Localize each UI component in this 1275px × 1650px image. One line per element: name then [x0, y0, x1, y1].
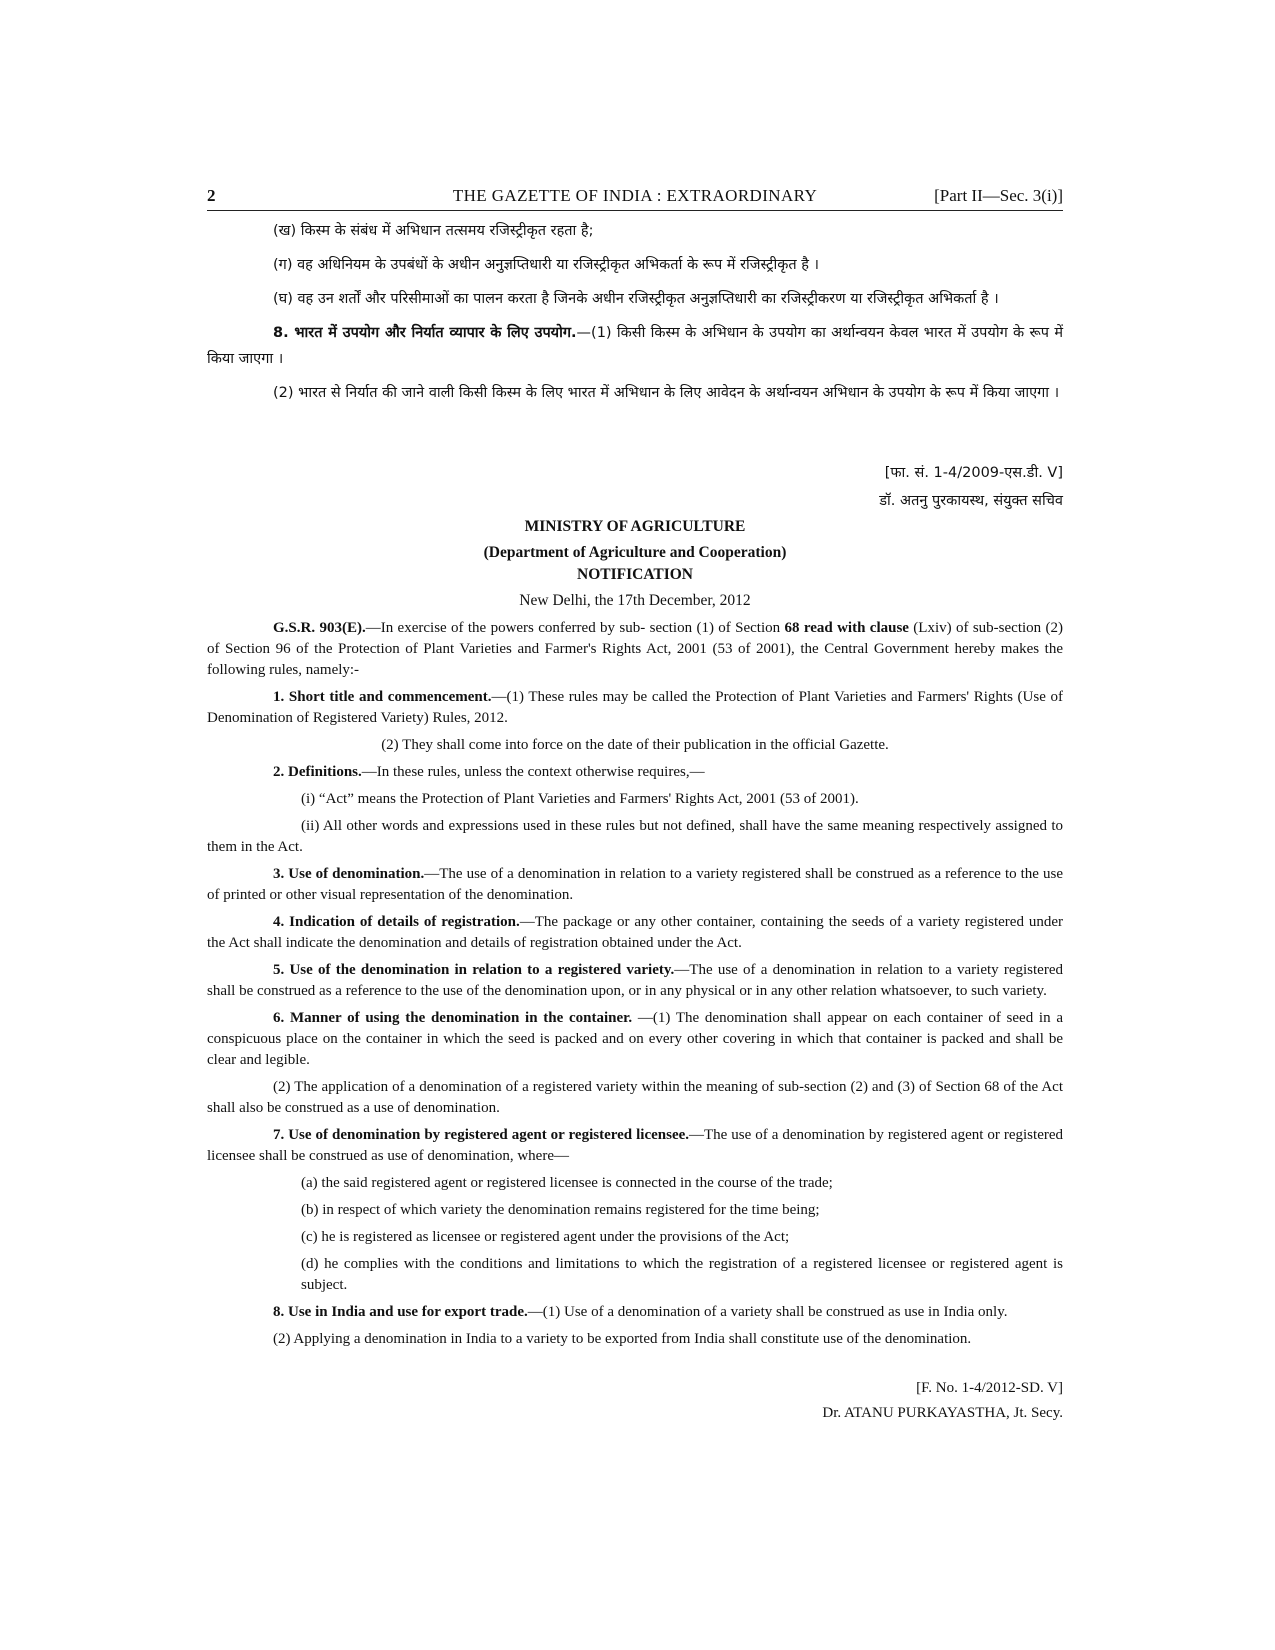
- rule-3-heading: 3. Use of denomination.: [273, 866, 425, 882]
- rule-6: 6. Manner of using the denomination in the container. —(1) The denomination shall appear on each container of seed in a conspicuous place on the container in which the seed is packed and on every other covering in which that container is packed and shall be clear and legible.: [207, 1010, 1063, 1068]
- hindi-rules-block: [207, 218, 1063, 406]
- rule-7-heading: 7. Use of denomination by registered agent or registered licensee.: [273, 1127, 690, 1143]
- rule-4: 4. Indication of details of registration.—The package or any other container, containing the seeds of a variety registered under the Act shall indicate the denomination and details of registration obtained under the Act.: [207, 914, 1063, 951]
- rule-6-heading: 6. Manner of using the denomination in the container.: [273, 1010, 633, 1026]
- hindi-rule-8-1-text: —(1) किसी किस्म के अभिधान के उपयोग का अर्थान्वयन केवल भारत में उपयोग के रूप में किया जाएगा ।: [207, 325, 1063, 367]
- rule-7: 7. Use of denomination by registered agent or registered licensee.—The use of a denomination by registered agent or registered licensee shall be construed as use of denomination, where—: [207, 1127, 1063, 1164]
- hindi-rule-8-2: (2) भारत से निर्यात की जाने वाली किसी किस्म के लिए भारत में अभिधान के लिए आवेदन के अर्थान्वयन अभिधान के उपयोग के रूप में किया जाएगा ।: [273, 385, 1060, 401]
- notification-date: New Delhi, the 17th December, 2012: [519, 592, 751, 609]
- notification-label: NOTIFICATION: [577, 566, 693, 583]
- rule-1-2: (2) They shall come into force on the date of their publication in the official Gazette.: [381, 737, 889, 753]
- ministry-name: MINISTRY OF AGRICULTURE: [524, 518, 746, 535]
- gazette-title: THE GAZETTE OF INDIA : EXTRAORDINARY: [452, 186, 818, 205]
- english-rules-block: [207, 618, 1063, 1356]
- rule-8-2: (2) Applying a denomination in India to a variety to be exported from India shall constitute use of the denomination.: [273, 1331, 972, 1347]
- hindi-signatory: डॉ. अतनु पुरकायस्थ, संयुक्त सचिव: [879, 493, 1063, 509]
- rule-5: 5. Use of the denomination in relation to a registered variety.—The use of a denomination in relation to a variety registered shall be construed as a reference to the use of the denomination upon, or in any physical or in any other relation whatsoever, to such variety.: [207, 962, 1063, 999]
- hindi-file-number: [फा. सं. 1-4/2009-एस.डी. V]: [884, 465, 1063, 481]
- rule-7-d: (d) he complies with the conditions and limitations to which the registration of a registered licensee or registered agent is subject.: [301, 1256, 1063, 1293]
- gsr-reference: G.S.R. 903(E).: [273, 620, 366, 636]
- hindi-rule-8-heading: 8. भारत में उपयोग और निर्यात व्यापार के लिए उपयोग.: [273, 325, 577, 341]
- rule-6-2: (2) The application of a denomination of a registered variety within the meaning of sub-section (2) and (3) of Section 68 of the Act shall also be construed as a use of denomination.: [207, 1079, 1063, 1116]
- rule-2-i: (i) “Act” means the Protection of Plant Varieties and Farmers' Rights Act, 2001 (53 of 2001).: [301, 791, 859, 807]
- hindi-clause-ga: (ग) वह अधिनियम के उपबंधों के अधीन अनुज्ञप्तिधारी या रजिस्ट्रीकृत अभिकर्ता के रूप में रजिस्ट्रीकृत है ।: [273, 257, 820, 273]
- hindi-rule-8-1: [207, 320, 1063, 372]
- rule-1-heading: 1. Short title and commencement.: [273, 689, 492, 705]
- page-number: 2: [207, 186, 216, 205]
- hindi-clause-kha: (ख) किस्म के संबंध में अभिधान तत्समय रजिस्ट्रीकृत रहता है;: [273, 223, 594, 239]
- rule-7-c: (c) he is registered as licensee or registered agent under the provisions of the Act;: [301, 1229, 790, 1245]
- gsr-preamble: G.S.R. 903(E).—In exercise of the powers conferred by sub- section (1) of Section 68 read with clause (Lxiv) of sub-section (2) of Section 96 of the Protection of Plant Varieties and Farmer's Rights Act, 2001 (53 of 2001), the Central Government hereby makes the following rules, namely:-: [207, 620, 1063, 678]
- rule-4-heading: 4. Indication of details of registration.: [273, 914, 520, 930]
- rule-1: 1. Short title and commencement.—(1) These rules may be called the Protection of Plant Varieties and Farmers' Rights (Use of Denomination of Registered Variety) Rules, 2012.: [207, 689, 1063, 726]
- rule-3: 3. Use of denomination.—The use of a denomination in relation to a variety registered shall be construed as a reference to the use of printed or other visual representation of the denomination.: [207, 866, 1063, 903]
- part-section: [Part II—Sec. 3(i)]: [934, 186, 1063, 205]
- rule-2-heading: 2. Definitions.: [273, 764, 362, 780]
- rule-2: 2. Definitions.—In these rules, unless the context otherwise requires,—: [273, 764, 705, 780]
- english-file-number: [F. No. 1-4/2012-SD. V]: [916, 1380, 1063, 1396]
- english-signatory: Dr. ATANU PURKAYASTHA, Jt. Secy.: [822, 1405, 1063, 1421]
- rule-7-a: (a) the said registered agent or registered licensee is connected in the course of the trade;: [301, 1175, 833, 1191]
- department-name: (Department of Agriculture and Cooperation): [483, 544, 787, 561]
- rule-5-heading: 5. Use of the denomination in relation to a registered variety.: [273, 962, 675, 978]
- hindi-clause-gha: (घ) वह उन शर्तों और परिसीमाओं का पालन करता है जिनके अधीन रजिस्ट्रीकृत अनुज्ञप्तिधारी का रजिस्ट्रीकरण या रजिस्ट्रीकृत अभिकर्ता है ।: [273, 291, 999, 307]
- page-header: [207, 186, 1063, 211]
- signature-block: [822, 1376, 1063, 1426]
- rule-7-b: (b) in respect of which variety the denomination remains registered for the time being;: [301, 1202, 820, 1218]
- rule-8-heading: 8. Use in India and use for export trade.: [273, 1304, 528, 1320]
- rule-8: 8. Use in India and use for export trade.—(1) Use of a denomination of a variety shall be construed as use in India only.: [273, 1304, 1008, 1320]
- rule-2-ii: (ii) All other words and expressions used in these rules but not defined, shall have the same meaning respectively assigned to them in the Act.: [207, 818, 1063, 855]
